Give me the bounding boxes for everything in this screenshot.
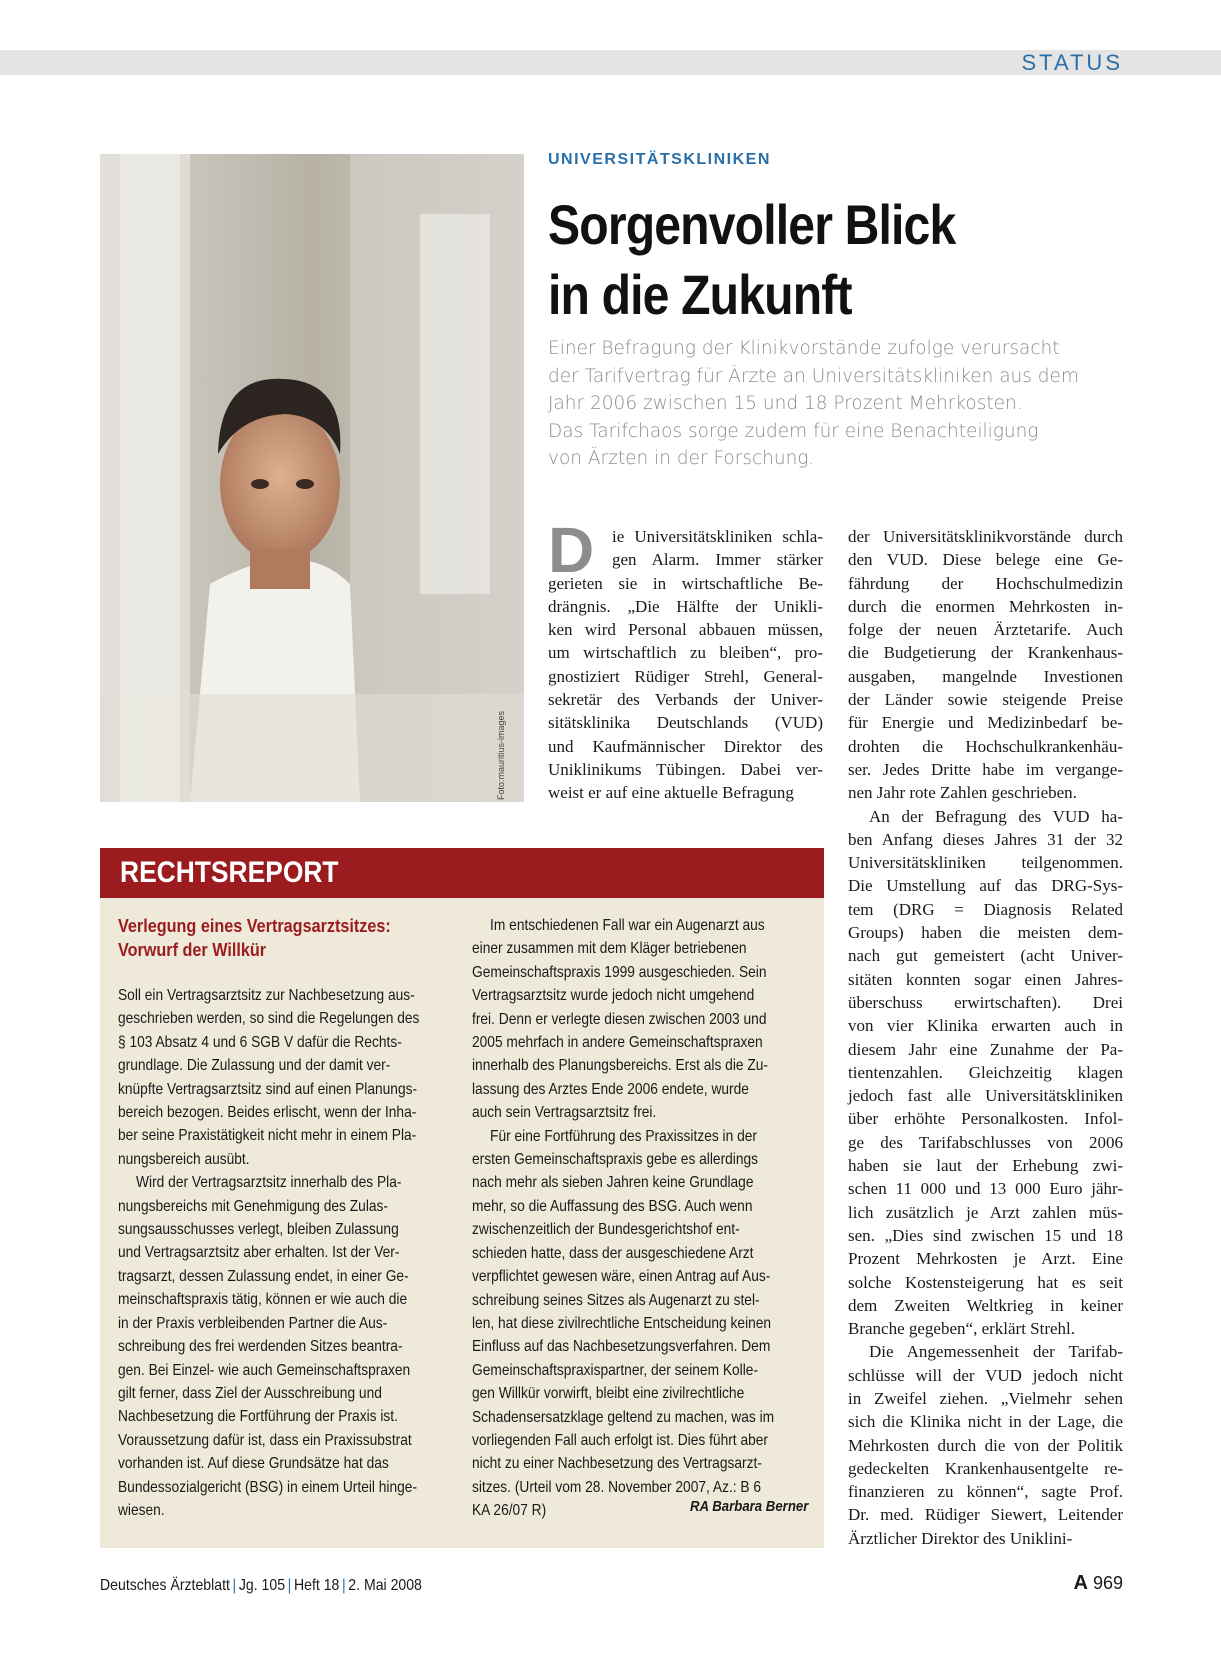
text-line: ersten Gemeinschaftspraxis gebe es allerdings <box>472 1151 759 1169</box>
footer-date: 2. Mai 2008 <box>348 1577 422 1594</box>
text-line: um wirtschaftlich zu bleiben“, pro- <box>548 643 823 663</box>
article-photo <box>100 154 524 802</box>
headline <box>548 190 1047 330</box>
kicker: UNIVERSITÄTSKLINIKEN <box>548 151 771 168</box>
lead-line: von Ärzten in der Forschung. <box>548 448 815 469</box>
text-line: solche Kostensteigerung hat es seit <box>848 1272 1123 1292</box>
text-line: ser. Jedes Dritte habe im vergange- <box>848 759 1123 779</box>
rechtsreport-subtitle-line: Verlegung eines Vertragsarztsitzes: <box>118 916 391 936</box>
text-line: Mehrkosten durch die von der Politik <box>848 1435 1123 1455</box>
lead-line: Jahr 2006 zwischen 15 und 18 Prozent Mehrkosten. <box>548 393 1023 414</box>
rechtsreport-subtitle-line: Vorwurf der Willkür <box>118 939 267 960</box>
rechtsreport-title: RECHTSREPORT <box>120 856 339 889</box>
text-line: gilt ferner, dass Ziel der Ausschreibung und <box>118 1384 382 1402</box>
text-line: schieden hatte, dass der ausgeschiedene Arzt <box>472 1244 754 1262</box>
text-line: Bundessozialgericht (BSG) in einem Urteil hinge- <box>118 1478 418 1496</box>
text-line: lich zusätzlich je Arzt zahlen müs- <box>848 1202 1123 1222</box>
footer-separator: | <box>232 1577 237 1594</box>
text-line: wiesen. <box>118 1501 165 1519</box>
text-line: in der Praxis verbleibenden Partner die Aus- <box>118 1314 388 1332</box>
text-line: einer zusammen mit dem Kläger betriebenen <box>472 940 747 958</box>
text-line: 2005 mehrfach in andere Gemeinschaftspraxen <box>472 1034 763 1052</box>
text-line: Gemeinschaftspraxis 1999 ausgeschieden. Sein <box>472 963 767 981</box>
photo-credit: Foto:mauritius-images <box>496 710 506 800</box>
text-line: § 103 Absatz 4 und 6 SGB V dafür die Rechts- <box>118 1033 402 1051</box>
text-line: verpflichtet gewesen wäre, einen Antrag auf Aus- <box>472 1268 771 1286</box>
text-line: nach mehr als sieben Jahren keine Grundlage <box>472 1174 754 1192</box>
text-line: Einfluss auf das Nachbesetzungsverfahren. Dem <box>472 1338 771 1356</box>
text-line: gen. Bei Einzel- wie auch Gemeinschaftspraxen <box>118 1361 411 1379</box>
text-line: tientenzahlen. Gleichzeitig klagen <box>848 1062 1123 1082</box>
text-line: ie Universitätskliniken schla- <box>612 527 823 546</box>
footer-issue: Heft 18 <box>293 1577 340 1594</box>
photo-illustration <box>100 154 524 802</box>
headline-line: in die Zukunft <box>548 263 852 326</box>
text-line: sungsausschusses verlegt, bleiben Zulassung <box>118 1221 399 1239</box>
rechtsreport-column-1 <box>118 984 448 1522</box>
rechtsreport-column-2 <box>472 914 810 1523</box>
page-number-value: 969 <box>1092 1573 1123 1593</box>
text-line: bereich bezogen. Beides erlischt, wenn der Inha- <box>118 1104 417 1122</box>
text-line: Für eine Fortführung des Praxissitzes in der <box>490 1127 757 1145</box>
lead-line: Einer Befragung der Klinikvorstände zufolge verursacht <box>548 338 1060 359</box>
text-line: sich die Klinika nicht in der Lage, die <box>848 1412 1123 1432</box>
text-line: diesem Jahr eine Zunahme der Pa- <box>848 1039 1123 1059</box>
page-number <box>1073 1572 1123 1595</box>
text-line: gedeckelten Krankenhausentgelte re- <box>848 1458 1123 1478</box>
text-line: geschrieben werden, so sind die Regelungen des <box>118 1010 420 1028</box>
text-line: Universitätskliniken teilgenommen. <box>848 853 1123 873</box>
text-line: ber seine Praxistätigkeit nicht mehr in einem Pla- <box>118 1127 417 1145</box>
text-line: überschuss erwirtschaften). Drei <box>848 992 1123 1012</box>
text-line: lassung des Arztes Ende 2006 endete, wurde <box>472 1080 749 1098</box>
text-line: Die Umstellung auf das DRG-Sys- <box>848 876 1123 896</box>
dropcap: D <box>548 514 595 586</box>
text-line: Uniklinikums Tübingen. Dabei ver- <box>548 759 823 779</box>
text-line: vorhanden ist. Auf diese Grundsätze hat das <box>118 1455 389 1473</box>
text-line: haben sie laut der Erhebung zwi- <box>848 1156 1123 1176</box>
text-line: nach gut gemeistert (acht Univer- <box>848 946 1123 966</box>
text-line: nungsbereich ausübt. <box>118 1150 250 1168</box>
text-line: tem (DRG = Diagnosis Related <box>848 899 1123 919</box>
text-line: ben Anfang dieses Jahres 31 der 32 <box>848 829 1123 849</box>
text-line: der Universitätsklinikvorstände durch <box>848 527 1123 546</box>
text-line: Dr. med. Rüdiger Siewert, Leitender <box>848 1505 1123 1525</box>
text-line: schen 11 000 und 13 000 Euro jähr- <box>848 1179 1123 1199</box>
text-line: und Vertragsarztsitz aber erhalten. Ist der Ver- <box>118 1244 400 1262</box>
text-line: in Zweifel ziehen. „Vielmehr sehen <box>848 1388 1123 1408</box>
text-line: der Länder sowie steigende Preise <box>848 690 1123 710</box>
footer <box>100 1575 422 1597</box>
text-line: dem Zweiten Weltkrieg in keiner <box>848 1295 1123 1315</box>
text-line: KA 26/07 R) <box>472 1502 547 1520</box>
text-line: meinschaftspraxis tätig, können er wie auch die <box>118 1291 408 1309</box>
text-line: An der Befragung des VUD ha- <box>869 806 1123 826</box>
text-line: innerhalb des Planungsbereichs. Erst als die Zu- <box>472 1057 769 1075</box>
lead-line: der Tarifvertrag für Ärzte an Universitätskliniken aus dem <box>548 365 1079 387</box>
footer-separator: | <box>287 1577 292 1594</box>
footer-separator: | <box>342 1577 346 1594</box>
text-line: sekretär des Verbands der Univer- <box>548 690 823 710</box>
text-line: ge des Tarifabschlusses von 2006 <box>848 1132 1123 1152</box>
text-line: grundlage. Die Zulassung und der damit ver- <box>118 1057 391 1075</box>
text-line: drängnis. „Die Hälfte der Unikli- <box>548 596 823 616</box>
rechtsreport-author: RA Barbara Berner <box>690 1498 809 1515</box>
text-line: Im entschiedenen Fall war ein Augenarzt aus <box>490 917 765 934</box>
text-line: knüpfte Vertragsarztsitz sind auf einen Planungs- <box>118 1080 418 1098</box>
text-line: Schadensersatzklage geltend zu machen, was im <box>472 1408 775 1426</box>
text-line: schlüsse will der VUD jedoch nicht <box>848 1365 1123 1385</box>
headline-line: Sorgenvoller Blick <box>548 193 956 256</box>
text-line: Soll ein Vertragsarztsitz zur Nachbesetzung aus- <box>118 987 415 1004</box>
text-line: zwischenzeitlich der Bundesgerichtshof ent- <box>472 1221 740 1239</box>
text-line: sitzes. (Urteil vom 28. November 2007, Az.: B 6 <box>472 1478 762 1496</box>
text-line: frei. Denn er verlegte diesen zwischen 2003 und <box>472 1010 767 1028</box>
text-line: nungsbereichs mit Genehmigung des Zulas- <box>118 1197 388 1215</box>
lead-line: Das Tarifchaos sorge zudem für eine Benachteiligung <box>548 420 1039 442</box>
page-number-prefix: A <box>1073 1572 1088 1594</box>
text-line: den VUD. Diese belege eine Ge- <box>848 550 1123 570</box>
text-line: Voraussetzung dafür ist, dass ein Praxissubstrat <box>118 1431 412 1449</box>
text-line: vorliegenden Fall auch erfolgt ist. Dies führt aber <box>472 1431 769 1449</box>
text-line: ken wird Personal abbauen müssen, <box>548 620 823 640</box>
text-line: Groups) haben die meisten dem- <box>848 923 1123 943</box>
text-line: tragsarzt, dessen Zulassung endet, in einer Ge- <box>118 1267 409 1285</box>
text-line: über erhöhte Personalkosten. Infol- <box>848 1109 1123 1129</box>
text-line: drohten die Hochschulkrankenhäu- <box>848 736 1123 756</box>
text-line: Nachbesetzung die Fortführung der Praxis ist. <box>118 1408 398 1426</box>
footer-volume: Jg. 105 <box>238 1577 286 1594</box>
text-line: Vertragsarztsitz wurde jedoch nicht umgehend <box>472 987 755 1005</box>
text-line: Wird der Vertragsarztsitz innerhalb des Pla- <box>136 1174 402 1192</box>
text-line: schreibung des frei werdenden Sitzes beantra- <box>118 1338 403 1356</box>
text-line: nen Jahr rote Zahlen geschrieben. <box>848 783 1077 803</box>
lead-paragraph <box>548 335 1123 473</box>
text-line: jedoch fast alle Universitätskliniken <box>848 1086 1123 1106</box>
section-label: STATUS <box>1021 50 1123 75</box>
text-line: für Energie und Medizinbedarf be- <box>848 713 1123 733</box>
text-line: sitätsklinika Deutschlands (VUD) <box>548 713 823 733</box>
article-column-1 <box>548 514 823 805</box>
text-line: mehr, so die Auffassung des BSG. Auch wenn <box>472 1197 753 1215</box>
text-line: die Budgetierung der Krankenhaus- <box>848 643 1123 663</box>
text-line: nicht zu einer Nachbesetzung des Vertragsarzt- <box>472 1455 762 1473</box>
text-line: durch die enormen Mehrkosten in- <box>848 596 1123 616</box>
text-line: gen Willkür vorwirft, bleibt eine zivilrechtliche <box>472 1385 745 1403</box>
article-column-2 <box>848 525 1123 1550</box>
text-line: sen. „Dies sind zwischen 15 und 18 <box>848 1225 1123 1245</box>
text-line: sitäten konnten sogar einen Jahres- <box>848 969 1123 989</box>
footer-journal: Deutsches Ärzteblatt <box>100 1577 230 1594</box>
text-line: Ärztlicher Direktor des Uniklini- <box>848 1528 1073 1548</box>
text-line: Gemeinschaftspraxispartner, der seinem Kolle- <box>472 1361 759 1379</box>
text-line: auch sein Vertragsarztsitz frei. <box>472 1104 657 1122</box>
text-line: gerieten sie in wirtschaftliche Be- <box>548 573 823 593</box>
text-line: Die Angemessenheit der Tarifab- <box>869 1342 1123 1362</box>
text-line: len, hat diese zivilrechtliche Entscheidung keinen <box>472 1314 772 1332</box>
text-line: und Kaufmännischer Direktor des <box>548 736 823 756</box>
rechtsreport-subtitle <box>118 915 415 962</box>
text-line: finanzieren zu können“, sagte Prof. <box>848 1482 1123 1502</box>
text-line: gnostiziert Rüdiger Strehl, General- <box>548 666 823 686</box>
text-line: folge der neuen Ärztetarife. Auch <box>848 620 1123 640</box>
text-line: ausgaben, mangelnde Investionen <box>848 666 1123 686</box>
text-line: weist er auf eine aktuelle Befragung <box>548 783 794 803</box>
text-line: Branche gegeben“, erklärt Strehl. <box>848 1319 1076 1339</box>
text-line: Prozent Mehrkosten je Arzt. Eine <box>848 1249 1123 1269</box>
text-line: fährdung der Hochschulmedizin <box>848 573 1123 593</box>
text-line: schreibung seines Sitzes als Augenarzt zu stel- <box>472 1291 760 1309</box>
text-line: gen Alarm. Immer stärker <box>612 550 823 570</box>
text-line: von vier Klinika erwarten auch in <box>848 1016 1123 1036</box>
